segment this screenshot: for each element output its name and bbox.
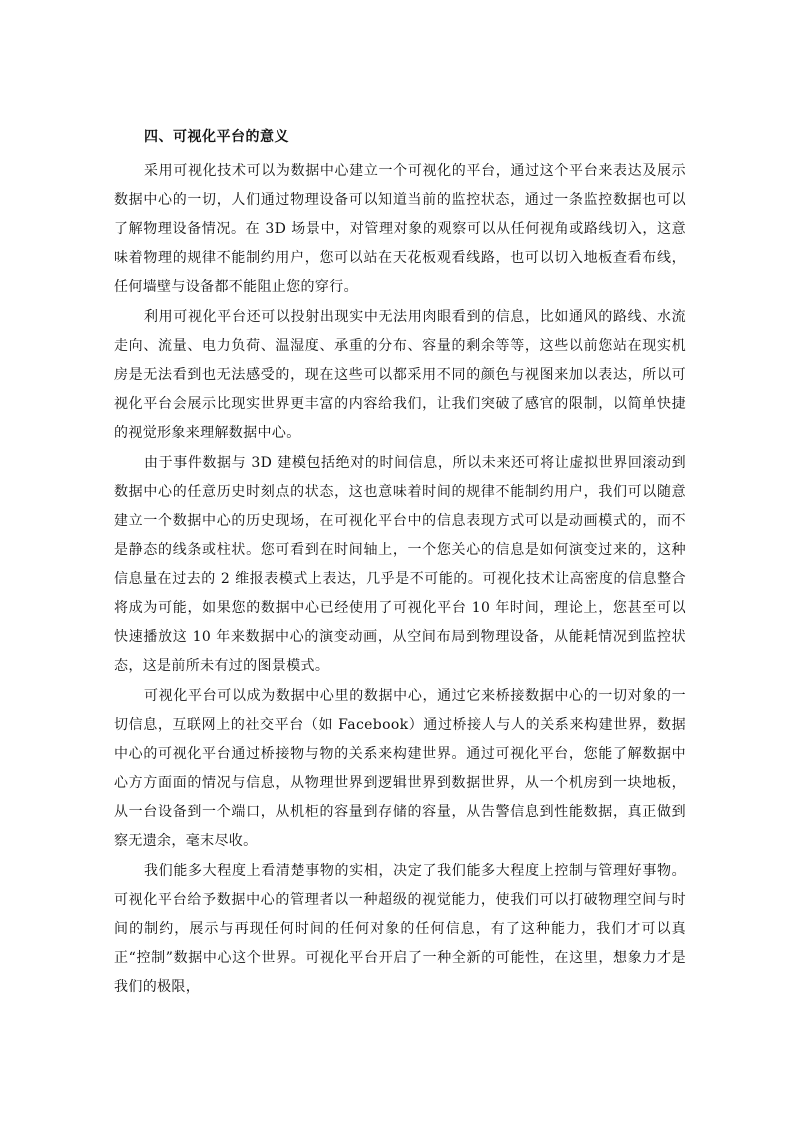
paragraph-3: 由于事件数据与 3D 建模包括绝对的时间信息，所以未来还可将让虚拟世界回滚动到数据中心的任意历史时刻点的状态，这也意味着时间的规律不能制约用户，我们可以随意建立一个数据中心的历史现场，在可视化平台中的信息表现方式可以是动画模式的，而不是静态的线条或柱状。您可看到在时间轴上，一个您关心的信息是如何演变过来的，这种信息量在过去的 2 维报表模式上表达，几乎是不可能的。可视化技术让高密度的信息整合将成为可能，如果您的数据中心已经使用了可视化平台 10 年时间，理论上，您甚至可以快速播放这 10 年来数据中心的演变动画，从空间布局到物理设备，从能耗情况到监控状态，这是前所未有过的图景模式。 [114,455,686,674]
paragraph-1: 采用可视化技术可以为数据中心建立一个可视化的平台，通过这个平台来表达及展示数据中心的一切，人们通过物理设备可以知道当前的监控状态，通过一条监控数据也可以了解物理设备情况。在 3D 场景中，对管理对象的观察可以从任何视角或路线切入，这意味着物理的规律不能制约用户，您可以站在天花板观看线路，也可以切入地板查看布线，任何墙壁与设备都不能阻止您的穿行。 [114,163,686,295]
document-body [114,128,686,1003]
paragraph-2: 利用可视化平台还可以投射出现实中无法用肉眼看到的信息，比如通风的路线、水流走向、流量、电力负荷、温湿度、承重的分布、容量的剩余等等，这些以前您站在现实机房是无法看到也无法感受的，现在这些可以都采用不同的颜色与视图来加以表达，所以可视化平台会展示比现实世界更丰富的内容给我们，让我们突破了感官的限制，以简单快捷的视觉形象来理解数据中心。 [114,309,686,441]
paragraph-5: 我们能多大程度上看清楚事物的实相，决定了我们能多大程度上控制与管理好事物。可视化平台给予数据中心的管理者以一种超级的视觉能力，使我们可以打破物理空间与时间的制约，展示与再现任何时间的任何对象的任何信息，有了这种能力，我们才可以真正“控制”数据中心这个世界。可视化平台开启了一种全新的可能性，在这里，想象力才是我们的极限， [114,863,686,995]
paragraph-4: 可视化平台可以成为数据中心里的数据中心，通过它来桥接数据中心的一切对象的一切信息，互联网上的社交平台（如 Facebook）通过桥接人与人的关系来构建世界，数据中心的可视化平台通过桥接物与物的关系来构建世界。通过可视化平台，您能了解数据中心方方面面的情况与信息，从物理世界到逻辑世界到数据世界，从一个机房到一块地板，从一台设备到一个端口，从机柜的容量到存储的容量，从告警信息到性能数据，真正做到察无遗余，毫末尽收。 [114,688,686,849]
section-heading: 四、可视化平台的意义 [144,129,289,145]
